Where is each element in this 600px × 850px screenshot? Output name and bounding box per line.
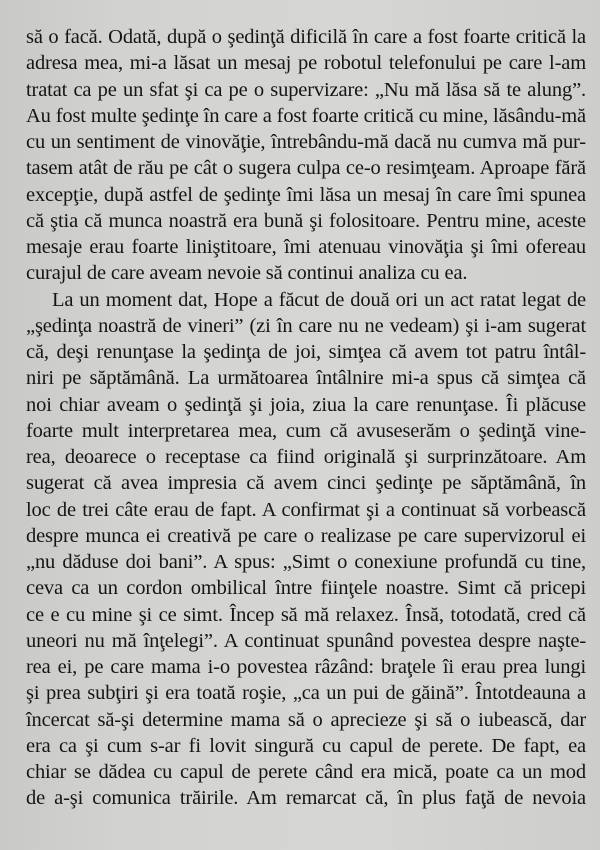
text-line: „nu dăduse doi bani”. A spus: „Simt o conexiune profundă cu tine, bbox=[26, 551, 586, 573]
text-line: „şedinţa noastră de vineri” (zi în care nu ne vedeam) şi i-am sugerat bbox=[26, 314, 586, 337]
text-line: era ca şi cum s-ar fi lovit singură cu capul de perete. De fapt, ea bbox=[26, 734, 586, 757]
text-line: sugerat că avea impresia că avem cinci şedinţe pe săptămână, în bbox=[26, 472, 586, 495]
paragraph bbox=[26, 24, 586, 287]
text-line: rea ei, pe care mama i-o povestea râzând: braţele îi erau prea lungi bbox=[26, 656, 586, 678]
text-line: La un moment dat, Hope a făcut de două ori un act ratat legat de bbox=[52, 288, 586, 311]
text-line: loc de trei câte erau de fapt. A confirmat şi a continuat să vorbească bbox=[26, 498, 586, 521]
text-line: Au fost multe şedinţe în care a fost foarte critică cu mine, lăsându-mă bbox=[26, 104, 586, 127]
body-text bbox=[26, 24, 586, 812]
text-line: tratat ca pe un sfat şi ca pe o supervizare: „Nu mă lăsa să te alung”. bbox=[26, 78, 586, 101]
text-line: să o facă. Odată, după o şedinţă dificilă în care a fost foarte critică la bbox=[26, 26, 586, 48]
text-line: mesaje erau foarte liniştitoare, îmi atenuau vinovăţia şi îmi ofereau bbox=[26, 236, 586, 258]
text-line: niri pe săptămână. La următoarea întâlnire mi-a spus că simţea că bbox=[26, 367, 586, 390]
text-line: tasem atât de rău pe cât o sugera culpa ce-o resimţeam. Aproape fără bbox=[26, 157, 586, 180]
text-line: curajul de care aveam nevoie să continui analiza cu ea. bbox=[26, 262, 468, 285]
text-line: rea, deoarece o receptase ca fiind originală şi surprinzătoare. Am bbox=[26, 446, 586, 468]
text-line: că, deşi renunţase la şedinţa de joi, simţea că avem tot patru întâl- bbox=[26, 341, 586, 363]
text-line: cu un sentiment de vinovăţie, întrebându-mă dacă nu cumva mă pur- bbox=[26, 131, 586, 153]
paragraph bbox=[26, 287, 586, 812]
text-line: şi prea subţiri şi era toată roşie, „ca un pui de găină”. Întotdeauna a bbox=[26, 682, 586, 705]
text-line: de a-şi comunica trăirile. Am remarcat că, în plus faţă de nevoia bbox=[26, 787, 586, 810]
text-line: despre munca ei creativă pe care o realizase pe care supervizorul ei bbox=[26, 524, 586, 547]
text-line: încercat să-şi determine mama să o aprecieze şi să o iubească, dar bbox=[26, 708, 586, 731]
text-line: ceva ca un cordon ombilical între fiinţele noastre. Simt că pricepi bbox=[26, 577, 586, 600]
text-line: noi chiar aveam o şedinţă şi joia, ziua la care renunţase. Îi plăcuse bbox=[26, 393, 586, 416]
text-line: uneori nu mă înţelegi”. A continuat spunând povestea despre naşte- bbox=[26, 629, 586, 652]
text-line: ce e cu mine şi ce simt. Încep să mă relaxez. Însă, totodată, cred că bbox=[26, 603, 586, 626]
text-line: că ştia că munca noastră era bună şi folositoare. Pentru mine, aceste bbox=[26, 209, 586, 232]
text-line: chiar se dădea cu capul de perete când era mică, poate ca un mod bbox=[26, 761, 586, 783]
text-line: excepţie, după astfel de şedinţe îmi lăsa un mesaj în care îmi spunea bbox=[26, 183, 586, 206]
text-line: adresa mea, mi-a lăsat un mesaj pe robotul telefonului pe care l-am bbox=[26, 52, 586, 75]
text-line: foarte mult interpretarea mea, cum că avuseserăm o şedinţă vine- bbox=[26, 419, 586, 442]
